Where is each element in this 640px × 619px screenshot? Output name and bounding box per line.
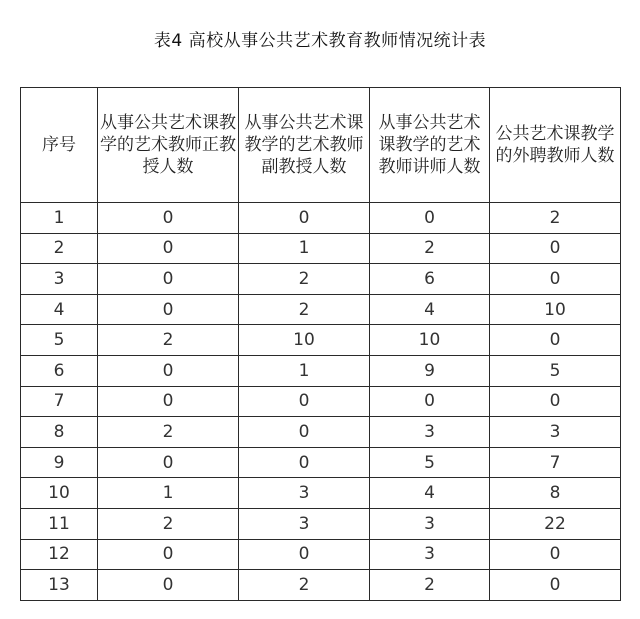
cell-external-teachers: 0 — [490, 233, 621, 264]
table-row — [21, 264, 621, 295]
table-row — [21, 508, 621, 539]
cell-professors: 0 — [98, 539, 239, 570]
cell-seq: 2 — [21, 233, 98, 264]
cell-lecturers: 2 — [370, 233, 490, 264]
header-external-teachers: 公共艺术课教学的外聘教师人数 — [490, 88, 621, 203]
cell-lecturers: 4 — [370, 478, 490, 509]
cell-professors: 0 — [98, 570, 239, 601]
cell-external-teachers: 0 — [490, 325, 621, 356]
cell-professors: 2 — [98, 417, 239, 448]
cell-associate-professors: 0 — [239, 417, 370, 448]
cell-associate-professors: 0 — [239, 203, 370, 234]
table-row — [21, 447, 621, 478]
cell-external-teachers: 0 — [490, 570, 621, 601]
cell-lecturers: 6 — [370, 264, 490, 295]
header-lecturers: 从事公共艺术课教学的艺术教师讲师人数 — [370, 88, 490, 203]
cell-associate-professors: 2 — [239, 570, 370, 601]
table-row — [21, 417, 621, 448]
table-row — [21, 294, 621, 325]
table-row — [21, 539, 621, 570]
cell-professors: 0 — [98, 386, 239, 417]
cell-professors: 0 — [98, 233, 239, 264]
cell-seq: 7 — [21, 386, 98, 417]
cell-lecturers: 0 — [370, 203, 490, 234]
cell-seq: 4 — [21, 294, 98, 325]
teacher-statistics-table — [20, 87, 621, 601]
cell-seq: 1 — [21, 203, 98, 234]
cell-lecturers: 0 — [370, 386, 490, 417]
table-row — [21, 325, 621, 356]
cell-professors: 2 — [98, 325, 239, 356]
cell-lecturers: 5 — [370, 447, 490, 478]
cell-external-teachers: 0 — [490, 264, 621, 295]
cell-lecturers: 10 — [370, 325, 490, 356]
cell-professors: 0 — [98, 203, 239, 234]
cell-seq: 11 — [21, 508, 98, 539]
cell-external-teachers: 2 — [490, 203, 621, 234]
cell-external-teachers: 8 — [490, 478, 621, 509]
cell-seq: 3 — [21, 264, 98, 295]
cell-associate-professors: 3 — [239, 508, 370, 539]
cell-external-teachers: 0 — [490, 386, 621, 417]
cell-external-teachers: 22 — [490, 508, 621, 539]
table-row — [21, 203, 621, 234]
cell-associate-professors: 2 — [239, 294, 370, 325]
header-seq: 序号 — [21, 88, 98, 203]
cell-professors: 0 — [98, 355, 239, 386]
table-caption: 表4 高校从事公共艺术教育教师情况统计表 — [153, 31, 487, 51]
table-row — [21, 233, 621, 264]
table-row — [21, 570, 621, 601]
cell-lecturers: 4 — [370, 294, 490, 325]
cell-associate-professors: 1 — [239, 355, 370, 386]
cell-external-teachers: 10 — [490, 294, 621, 325]
cell-associate-professors: 10 — [239, 325, 370, 356]
header-associate-professors: 从事公共艺术课教学的艺术教师副教授人数 — [239, 88, 370, 203]
cell-seq: 10 — [21, 478, 98, 509]
cell-professors: 2 — [98, 508, 239, 539]
cell-lecturers: 9 — [370, 355, 490, 386]
cell-external-teachers: 0 — [490, 539, 621, 570]
table-body — [21, 203, 621, 601]
table-row — [21, 386, 621, 417]
cell-associate-professors: 2 — [239, 264, 370, 295]
cell-external-teachers: 7 — [490, 447, 621, 478]
table-header-row — [21, 88, 621, 203]
cell-professors: 0 — [98, 447, 239, 478]
table-row — [21, 478, 621, 509]
cell-lecturers: 2 — [370, 570, 490, 601]
cell-seq: 12 — [21, 539, 98, 570]
cell-associate-professors: 3 — [239, 478, 370, 509]
cell-associate-professors: 0 — [239, 539, 370, 570]
cell-lecturers: 3 — [370, 539, 490, 570]
cell-external-teachers: 5 — [490, 355, 621, 386]
cell-seq: 5 — [21, 325, 98, 356]
cell-associate-professors: 0 — [239, 447, 370, 478]
cell-associate-professors: 1 — [239, 233, 370, 264]
header-professors: 从事公共艺术课教学的艺术教师正教授人数 — [98, 88, 239, 203]
cell-professors: 0 — [98, 294, 239, 325]
cell-external-teachers: 3 — [490, 417, 621, 448]
cell-professors: 1 — [98, 478, 239, 509]
cell-lecturers: 3 — [370, 417, 490, 448]
cell-seq: 6 — [21, 355, 98, 386]
cell-associate-professors: 0 — [239, 386, 370, 417]
table-row — [21, 355, 621, 386]
cell-lecturers: 3 — [370, 508, 490, 539]
cell-seq: 9 — [21, 447, 98, 478]
cell-seq: 8 — [21, 417, 98, 448]
cell-professors: 0 — [98, 264, 239, 295]
cell-seq: 13 — [21, 570, 98, 601]
